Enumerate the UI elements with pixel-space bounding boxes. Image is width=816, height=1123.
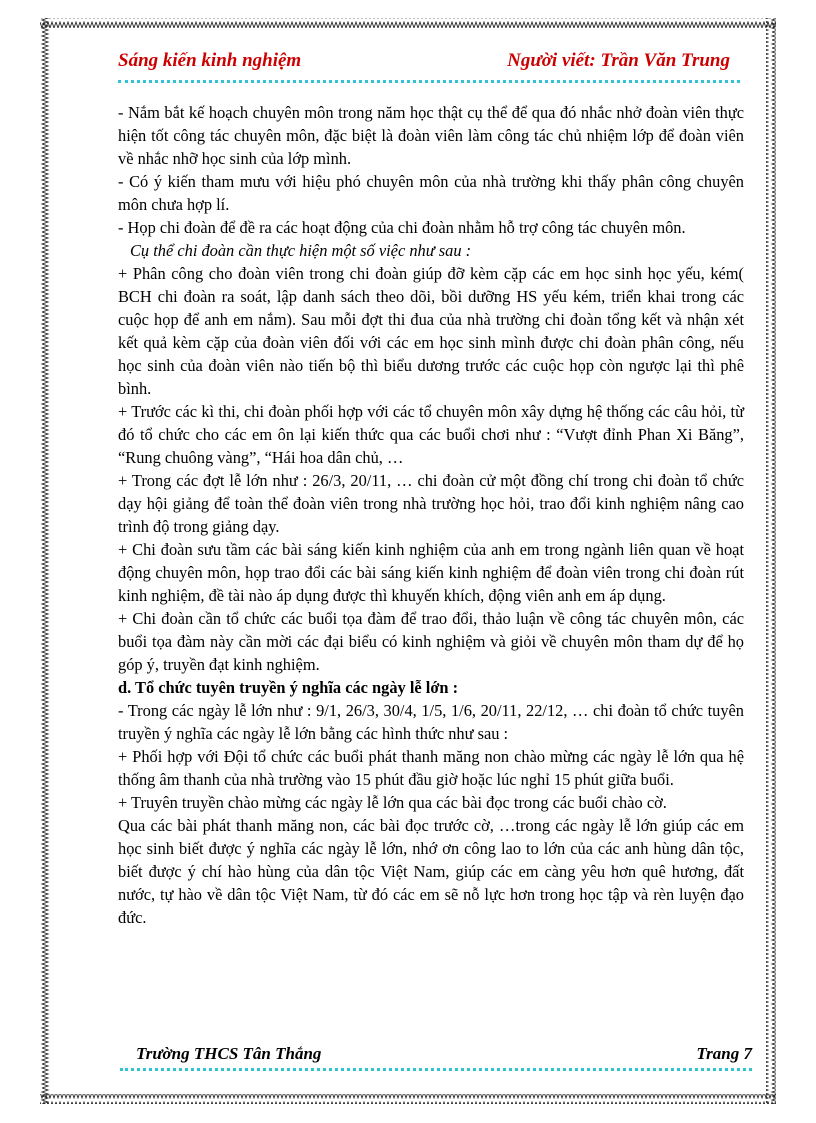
paragraph: + Chi đoàn cần tổ chức các buổi tọa đàm để trao đổi, thảo luận về công tác chuyên môn, các buổi tọa đàm này cần mời các đại biểu có kinh nghiệm và giỏi về chuyên môn tham dự để họ góp ý, truyền đạt kinh nghiệm. <box>118 609 744 674</box>
paragraph: Qua các bài phát thanh măng non, các bài đọc trước cờ, …trong các ngày lễ lớn giúp các em học sinh biết được ý nghĩa các ngày lễ lớn, nhớ ơn công lao to lớn của các anh hùng dân tộc, biết được ý chí hào hùng của dân tộc Việt Nam, giúp các em càng yêu hơn quê hương, đất nước, tự hào về dân tộc Việt Nam, từ đó các em sẽ nỗ lực hơn trong học tập và rèn luyện đạo đức. <box>118 816 744 927</box>
paragraph: - Có ý kiến tham mưu với hiệu phó chuyên môn của nhà trường khi thấy phân công chuyên môn chưa hợp lí. <box>118 172 744 214</box>
header-title: Sáng kiến kinh nghiệm <box>118 50 302 71</box>
document-body <box>118 101 744 929</box>
footer-school: Trường THCS Tân Thắng <box>136 1044 322 1063</box>
page-footer <box>136 1044 752 1068</box>
paragraph: + Phối hợp với Đội tổ chức các buổi phát thanh măng non chào mừng các ngày lễ lớn qua hệ thống âm thanh của nhà trường vào 15 phút đầu giờ hoặc lúc nghỉ 15 phút giữa buổi. <box>118 747 744 789</box>
paragraph: - Trong các ngày lễ lớn như : 9/1, 26/3, 30/4, 1/5, 1/6, 20/11, 22/12, … chi đoàn tổ chức tuyên truyền ý nghĩa các ngày lễ lớn bằng các hình thức như sau : <box>118 701 744 743</box>
paragraph: + Trong các đợt lễ lớn như : 26/3, 20/11, … chi đoàn cử một đồng chí trong chi đoàn tổ chức dạy hội giảng để toàn thể đoàn viên trong nhà trường học hỏi, trao đổi kinh nghiệm nâng cao trình độ trong giảng dạy. <box>118 471 744 536</box>
section-heading: d. Tổ chức tuyên truyền ý nghĩa các ngày lễ lớn : <box>118 678 459 697</box>
paragraph: + Trước các kì thi, chi đoàn phối hợp với các tổ chuyên môn xây dựng hệ thống các câu hỏi, từ đó tổ chức cho các em ôn lại kiến thức qua các buổi chơi như : “Vượt đỉnh Phan Xi Băng”, “Rung chuông vàng”, “Hái hoa dân chủ, … <box>118 402 744 467</box>
page-header <box>118 50 730 80</box>
header-divider <box>118 80 740 83</box>
page-number: Trang 7 <box>696 1044 752 1063</box>
paragraph: - Nắm bắt kế hoạch chuyên môn trong năm học thật cụ thể để qua đó nhắc nhở đoàn viên thực hiện tốt công tác chuyên môn, đặc biệt là đoàn viên làm công tác chủ nhiệm lớp để đoàn viên về nhắc nhỡ học sinh của lớp mình. <box>118 103 744 168</box>
paragraph: + Chi đoàn sưu tầm các bài sáng kiến kinh nghiệm của anh em trong ngành liên quan về hoạt động chuyên môn, họp trao đổi các bài sáng kiến kinh nghiệm để đoàn viên trong chi đoàn rút kinh nghiệm, đề tài nào áp dụng được thì khuyến khích, động viên anh em áp dụng. <box>118 540 744 605</box>
italic-subheading: Cụ thể chi đoàn cần thực hiện một số việc như sau : <box>130 241 472 260</box>
footer-divider <box>120 1068 752 1071</box>
paragraph: - Họp chi đoàn để đề ra các hoạt động của chi đoàn nhằm hỗ trợ công tác chuyên môn. <box>118 218 686 237</box>
paragraph: + Phân công cho đoàn viên trong chi đoàn giúp đỡ kèm cặp các em học sinh học yếu, kém( BCH chi đoàn ra soát, lập danh sách theo dõi, bồi dưỡng HS yếu kém, triển khai trong các cuộc họp để anh em nắm). Sau mỗi đợt thi đua của nhà trường chi đoàn tổng kết và nhận xét kết quả kèm cặp của đoàn viên đối với các em học sinh mình được chi đoàn phân công, nếu học sinh của đoàn viên nào tiến bộ thì biểu dương trước các cuộc họp còn ngược lại thì phê bình. <box>118 264 744 398</box>
header-author: Người viết: Trần Văn Trung <box>507 50 730 71</box>
paragraph: + Truyên truyền chào mừng các ngày lễ lớn qua các bài đọc trong các buổi chào cờ. <box>118 793 667 812</box>
